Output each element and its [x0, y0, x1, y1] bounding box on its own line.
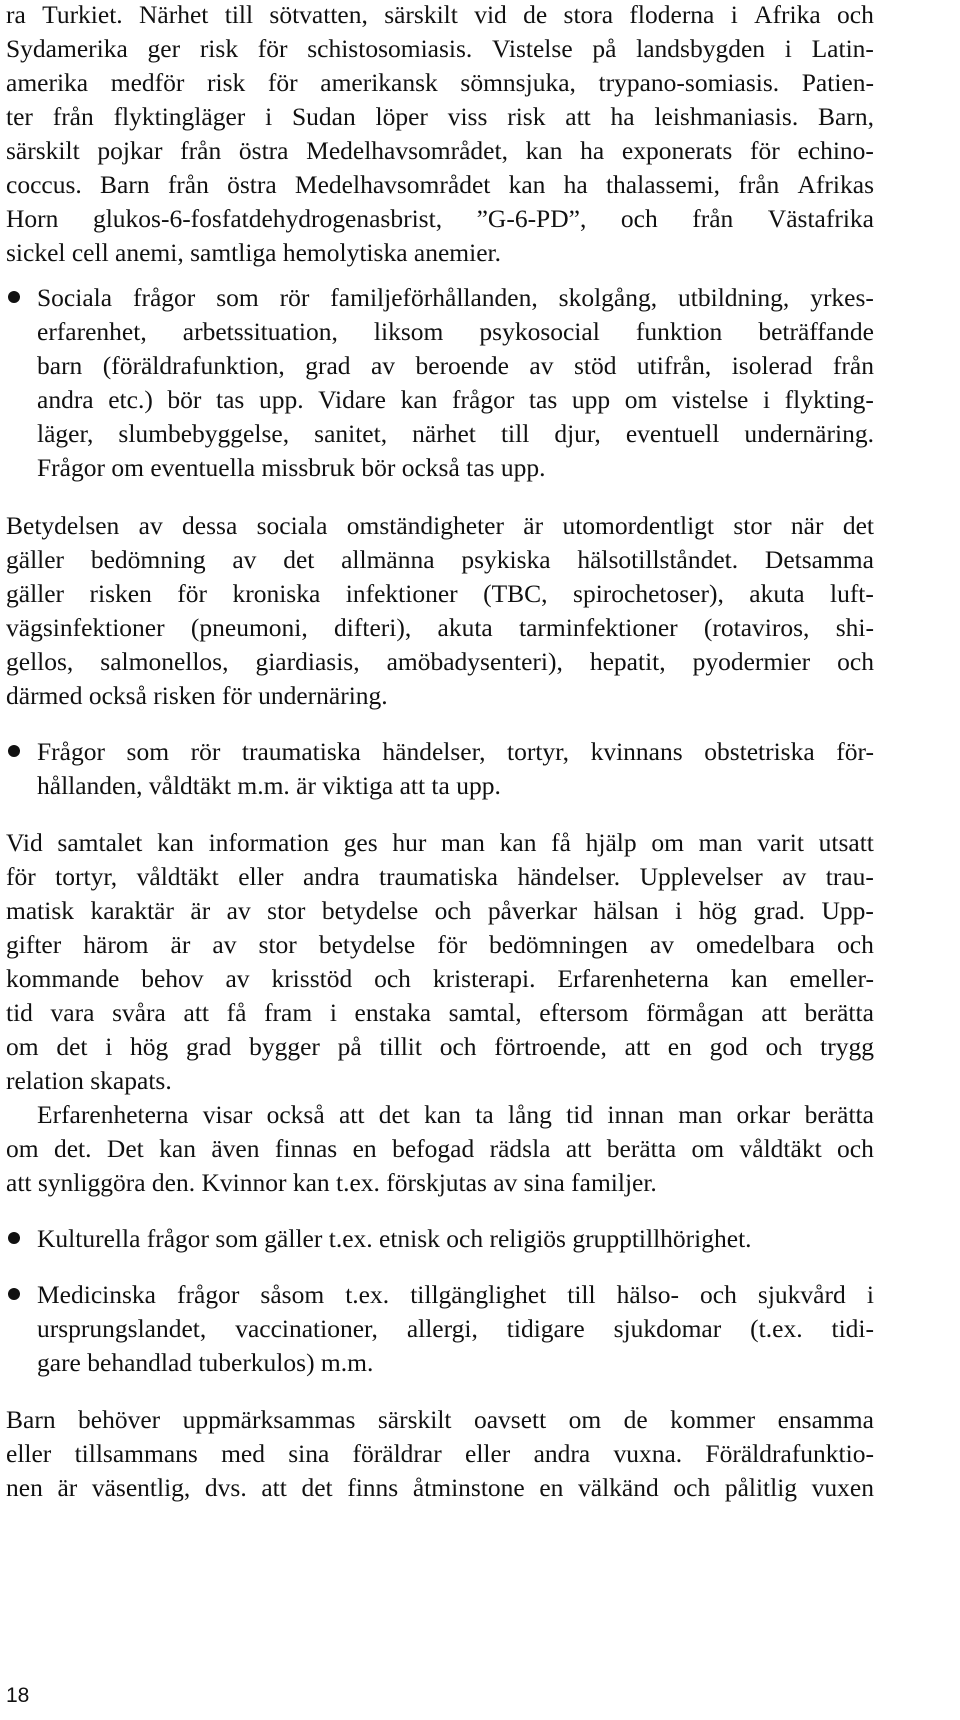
text-line: nen är väsentlig, dvs. att det finns åtminstone en välkänd och pålitlig vuxen [6, 1473, 874, 1502]
text-line: Horn glukos-6-fosfatdehydrogenasbrist, ”G-6-PD”, och från Västafrika [6, 204, 874, 233]
bullet-icon [8, 745, 20, 757]
text-line: gellos, salmonellos, giardiasis, amöbadysenteri), hepatit, pyodermier och [6, 647, 874, 676]
text-line: kommande behov av krisstöd och kristerapi. Erfarenheterna kan emeller- [6, 964, 874, 993]
page-number: 18 [6, 1684, 30, 1707]
text-line: särskilt pojkar från östra Medelhavsområdet, kan ha exponerats för echino- [6, 136, 874, 165]
text-line: Frågor om eventuella missbruk bör också tas upp. [37, 453, 546, 482]
text-line: Barn behöver uppmärksammas särskilt oavsett om de kommer ensamma [6, 1405, 874, 1434]
bullet-icon [8, 1288, 20, 1300]
text-line: läger, slumbebyggelse, sanitet, närhet till djur, eventuell undernäring. [37, 419, 874, 448]
text-line: matisk karaktär är av stor betydelse och påverkar hälsan i hög grad. Upp- [6, 896, 874, 925]
text-line: tid vara svåra att få fram i enstaka samtal, eftersom förmågan att berätta [6, 998, 874, 1027]
text-line: Betydelsen av dessa sociala omständigheter är utomordentligt stor när det [6, 511, 874, 540]
text-line: Medicinska frågor såsom t.ex. tillgänglighet till hälso- och sjukvård i [37, 1280, 874, 1309]
text-line: gare behandlad tuberkulos) m.m. [37, 1348, 374, 1377]
text-line: erfarenhet, arbetssituation, liksom psykosocial funktion beträffande [37, 317, 874, 346]
text-line: coccus. Barn från östra Medelhavsområdet kan ha thalassemi, från Afrikas [6, 170, 874, 199]
text-line: Kulturella frågor som gäller t.ex. etnisk och religiös grupptillhörighet. [37, 1224, 752, 1253]
text-line: relation skapats. [6, 1066, 172, 1095]
text-line: Sociala frågor som rör familjeförhållanden, skolgång, utbildning, yrkes- [37, 283, 874, 312]
text-line: Sydamerika ger risk för schistosomiasis. Vistelse på landsbygden i Latin- [6, 34, 874, 63]
text-line: andra etc.) bör tas upp. Vidare kan frågor tas upp om vistelse i flykting- [37, 385, 874, 414]
text-line: vägsinfektioner (pneumoni, difteri), akuta tarminfektioner (rotaviros, shi- [6, 613, 874, 642]
text-line: hållanden, våldtäkt m.m. är viktiga att ta upp. [37, 771, 501, 800]
text-line: barn (föräldrafunktion, grad av beroende av stöd utifrån, isolerad från [37, 351, 874, 380]
text-line: om det i hög grad bygger på tillit och förtroende, att en god och trygg [6, 1032, 874, 1061]
text-line: amerika medför risk för amerikansk sömnsjuka, trypano-somiasis. Patien- [6, 68, 874, 97]
text-line: Frågor som rör traumatiska händelser, tortyr, kvinnans obstetriska för- [37, 737, 874, 766]
text-line: Vid samtalet kan information ges hur man kan få hjälp om man varit utsatt [6, 828, 874, 857]
text-line: att synliggöra den. Kvinnor kan t.ex. förskjutas av sina familjer. [6, 1168, 657, 1197]
text-line: ter från flyktingläger i Sudan löper viss risk att ha leishmaniasis. Barn, [6, 102, 874, 131]
text-line: gäller bedömning av det allmänna psykiska hälsotillståndet. Detsamma [6, 545, 874, 574]
text-line: sickel cell anemi, samtliga hemolytiska anemier. [6, 238, 501, 267]
text-line: ra Turkiet. Närhet till sötvatten, särskilt vid de stora floderna i Afrika och [6, 0, 874, 29]
text-line: gifter härom är av stor betydelse för bedömningen av omedelbara och [6, 930, 874, 959]
bullet-icon [8, 1232, 20, 1244]
text-line: eller tillsammans med sina föräldrar eller andra vuxna. Föräldrafunktio- [6, 1439, 874, 1468]
text-line: Erfarenheterna visar också att det kan ta lång tid innan man orkar berätta [37, 1100, 874, 1129]
text-line: gäller risken för kroniska infektioner (TBC, spirochetoser), akuta luft- [6, 579, 874, 608]
text-line: därmed också risken för undernäring. [6, 681, 388, 710]
text-line: för tortyr, våldtäkt eller andra traumatiska händelser. Upplevelser av trau- [6, 862, 874, 891]
text-line: om det. Det kan även finnas en befogad rädsla att berätta om våldtäkt och [6, 1134, 874, 1163]
text-line: ursprungslandet, vaccinationer, allergi, tidigare sjukdomar (t.ex. tidi- [37, 1314, 874, 1343]
bullet-icon [8, 291, 20, 303]
